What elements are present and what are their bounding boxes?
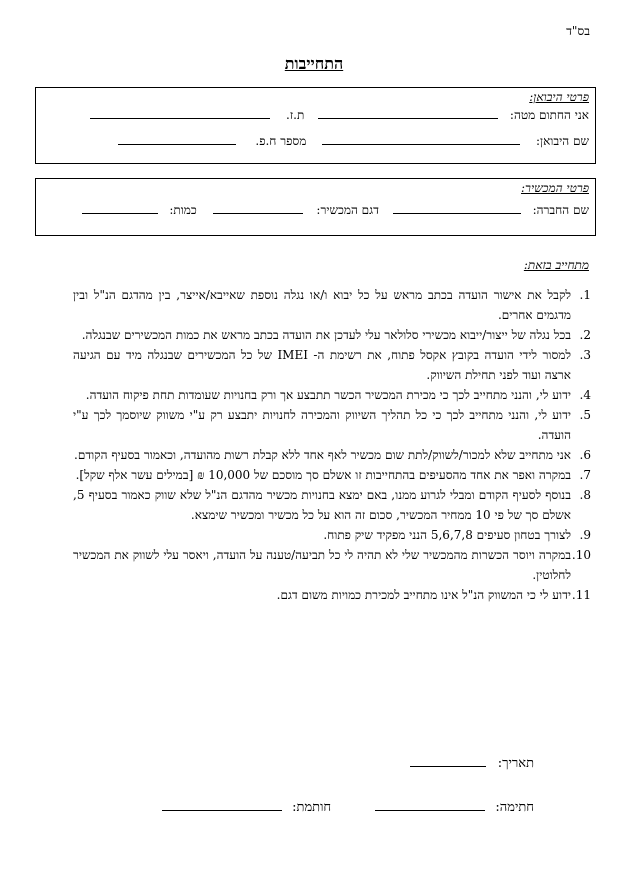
company-name-label: שם החברה: xyxy=(532,203,589,217)
list-item xyxy=(73,445,591,465)
importer-details-box xyxy=(35,87,596,164)
list-item xyxy=(73,385,591,405)
quantity-label: כמות: xyxy=(169,203,197,217)
list-item xyxy=(73,485,591,525)
item-text: בנוסף לסעיף הקודם ומבלי לגרוע ממנו, באם ימצא בחנויות מכשיר מהדגם הנ"ל שלא שווק כאמור בסעיף 5, אשלם סך של פי 10 ממחיר המכשיר, סכום זה הוא על כל מכשיר ומכשיר שימצא. xyxy=(73,488,571,522)
id-label: ת.ז. xyxy=(285,108,305,122)
item-text: ידוע לי כי המשווק הנ"ל אינו מתחייב למכירת כמויות משום דגם. xyxy=(276,588,571,602)
item-number: 5. xyxy=(579,408,591,422)
signatory-row xyxy=(42,108,589,123)
importer-name-field[interactable] xyxy=(322,134,520,145)
item-number: 7. xyxy=(579,468,591,482)
list-item xyxy=(73,585,591,605)
bsd-mark: בס"ד xyxy=(566,24,590,38)
item-number: 1. xyxy=(579,288,591,302)
company-name-field[interactable] xyxy=(393,203,521,214)
device-model-field[interactable] xyxy=(213,203,303,214)
signatory-name-field[interactable] xyxy=(318,108,498,119)
date-row xyxy=(410,754,534,771)
item-text: במקרה ויוסר הכשרות מהמכשיר שלי לא תהיה לי כל תביעה/טענה על הועדה, ויאסר עלי לשווק את המכשיר לחלוטין. xyxy=(73,548,571,582)
item-number: 9. xyxy=(579,528,591,542)
list-item xyxy=(73,405,591,445)
item-text: ידוע לי, והנני מתחייב לכך כי מכירת המכשיר הכשר תתבצע אך ורק בחנויות שעומדות תחת פיקוח הועדה. xyxy=(85,388,571,402)
company-number-field[interactable] xyxy=(118,134,236,145)
company-number-label: מספר ח.פ. xyxy=(255,134,307,148)
item-text: לצורך בטחון סעיפים 5,6,7,8 הנני מפקיד שיק פתוח. xyxy=(323,528,571,542)
list-item xyxy=(73,525,591,545)
list-item xyxy=(73,465,591,485)
id-number-field[interactable] xyxy=(90,108,270,119)
signature-row xyxy=(162,798,534,815)
importer-details-title: פרטי היבואן: xyxy=(529,90,589,104)
list-item xyxy=(73,545,591,585)
signatory-label: אני החתום מטה: xyxy=(509,108,589,122)
device-row xyxy=(42,203,589,218)
item-text: לקבל את אישור הועדה בכתב מראש על כל יבוא ו/או נגלה נוספת שאייבא/אייצר, בין מהדגם הנ"ל ובין מדגמים אחרים. xyxy=(73,288,571,322)
importer-name-label: שם היבואן: xyxy=(535,134,589,148)
stamp-label: חותמת: xyxy=(292,800,332,815)
item-text: אני מתחייב שלא למכור/לשווק/לתת שום מכשיר לאף אחד ללא קבלת רשות מהועדה, וכאמור בסעיף הקודם. xyxy=(74,448,571,462)
date-label: תאריך: xyxy=(497,756,534,771)
item-number: 8. xyxy=(579,488,591,502)
commitment-heading: מתחייב בזאת: xyxy=(523,258,589,272)
item-number: 10. xyxy=(571,548,591,562)
item-text: במקרה ואפר את אחד מהסעיפים בהתחייבות זו אשלם סך מוסכם של 10,000 ₪ [במילים עשר אלף שקל]. xyxy=(75,468,571,482)
item-number: 4. xyxy=(579,388,591,402)
device-details-title: פרטי המכשיר: xyxy=(521,181,589,195)
date-field[interactable] xyxy=(410,754,486,767)
stamp-field[interactable] xyxy=(162,798,282,811)
item-number: 2. xyxy=(579,328,591,342)
page-title: התחייבות xyxy=(284,54,344,73)
device-details-box xyxy=(35,178,596,236)
item-text: בכל נגלה של ייצור/ייבוא מכשירי סלולאר עלי לעדכן את הועדה בכתב מראש את כמות המכשירים שבנגלה. xyxy=(81,328,571,342)
list-item xyxy=(73,345,591,385)
list-item xyxy=(73,325,591,345)
item-text: למסור לידי הועדה בקובץ אקסל פתוח, את רשימת ה- IMEI של כל המכשירים שבנגלה מיד עם הגיעה ארצה ועוד לפני תחילת השיווק. xyxy=(73,348,572,382)
list-item xyxy=(73,285,591,325)
item-number: 11. xyxy=(571,588,591,602)
quantity-field[interactable] xyxy=(82,203,158,214)
importer-name-row xyxy=(42,134,589,149)
item-number: 3. xyxy=(579,348,591,362)
signature-field[interactable] xyxy=(375,798,485,811)
item-text: ידוע לי, והנני מתחייב לכך כי כל תהליך השיווק והמכירה לחנויות יתבצע רק ע"י משווק שיוסמך לכך ע"י הועדה. xyxy=(73,408,572,442)
device-model-label: דגם המכשיר: xyxy=(316,203,379,217)
signature-label: חתימה: xyxy=(495,800,534,815)
item-number: 6. xyxy=(579,448,591,462)
commitment-list xyxy=(73,285,591,605)
